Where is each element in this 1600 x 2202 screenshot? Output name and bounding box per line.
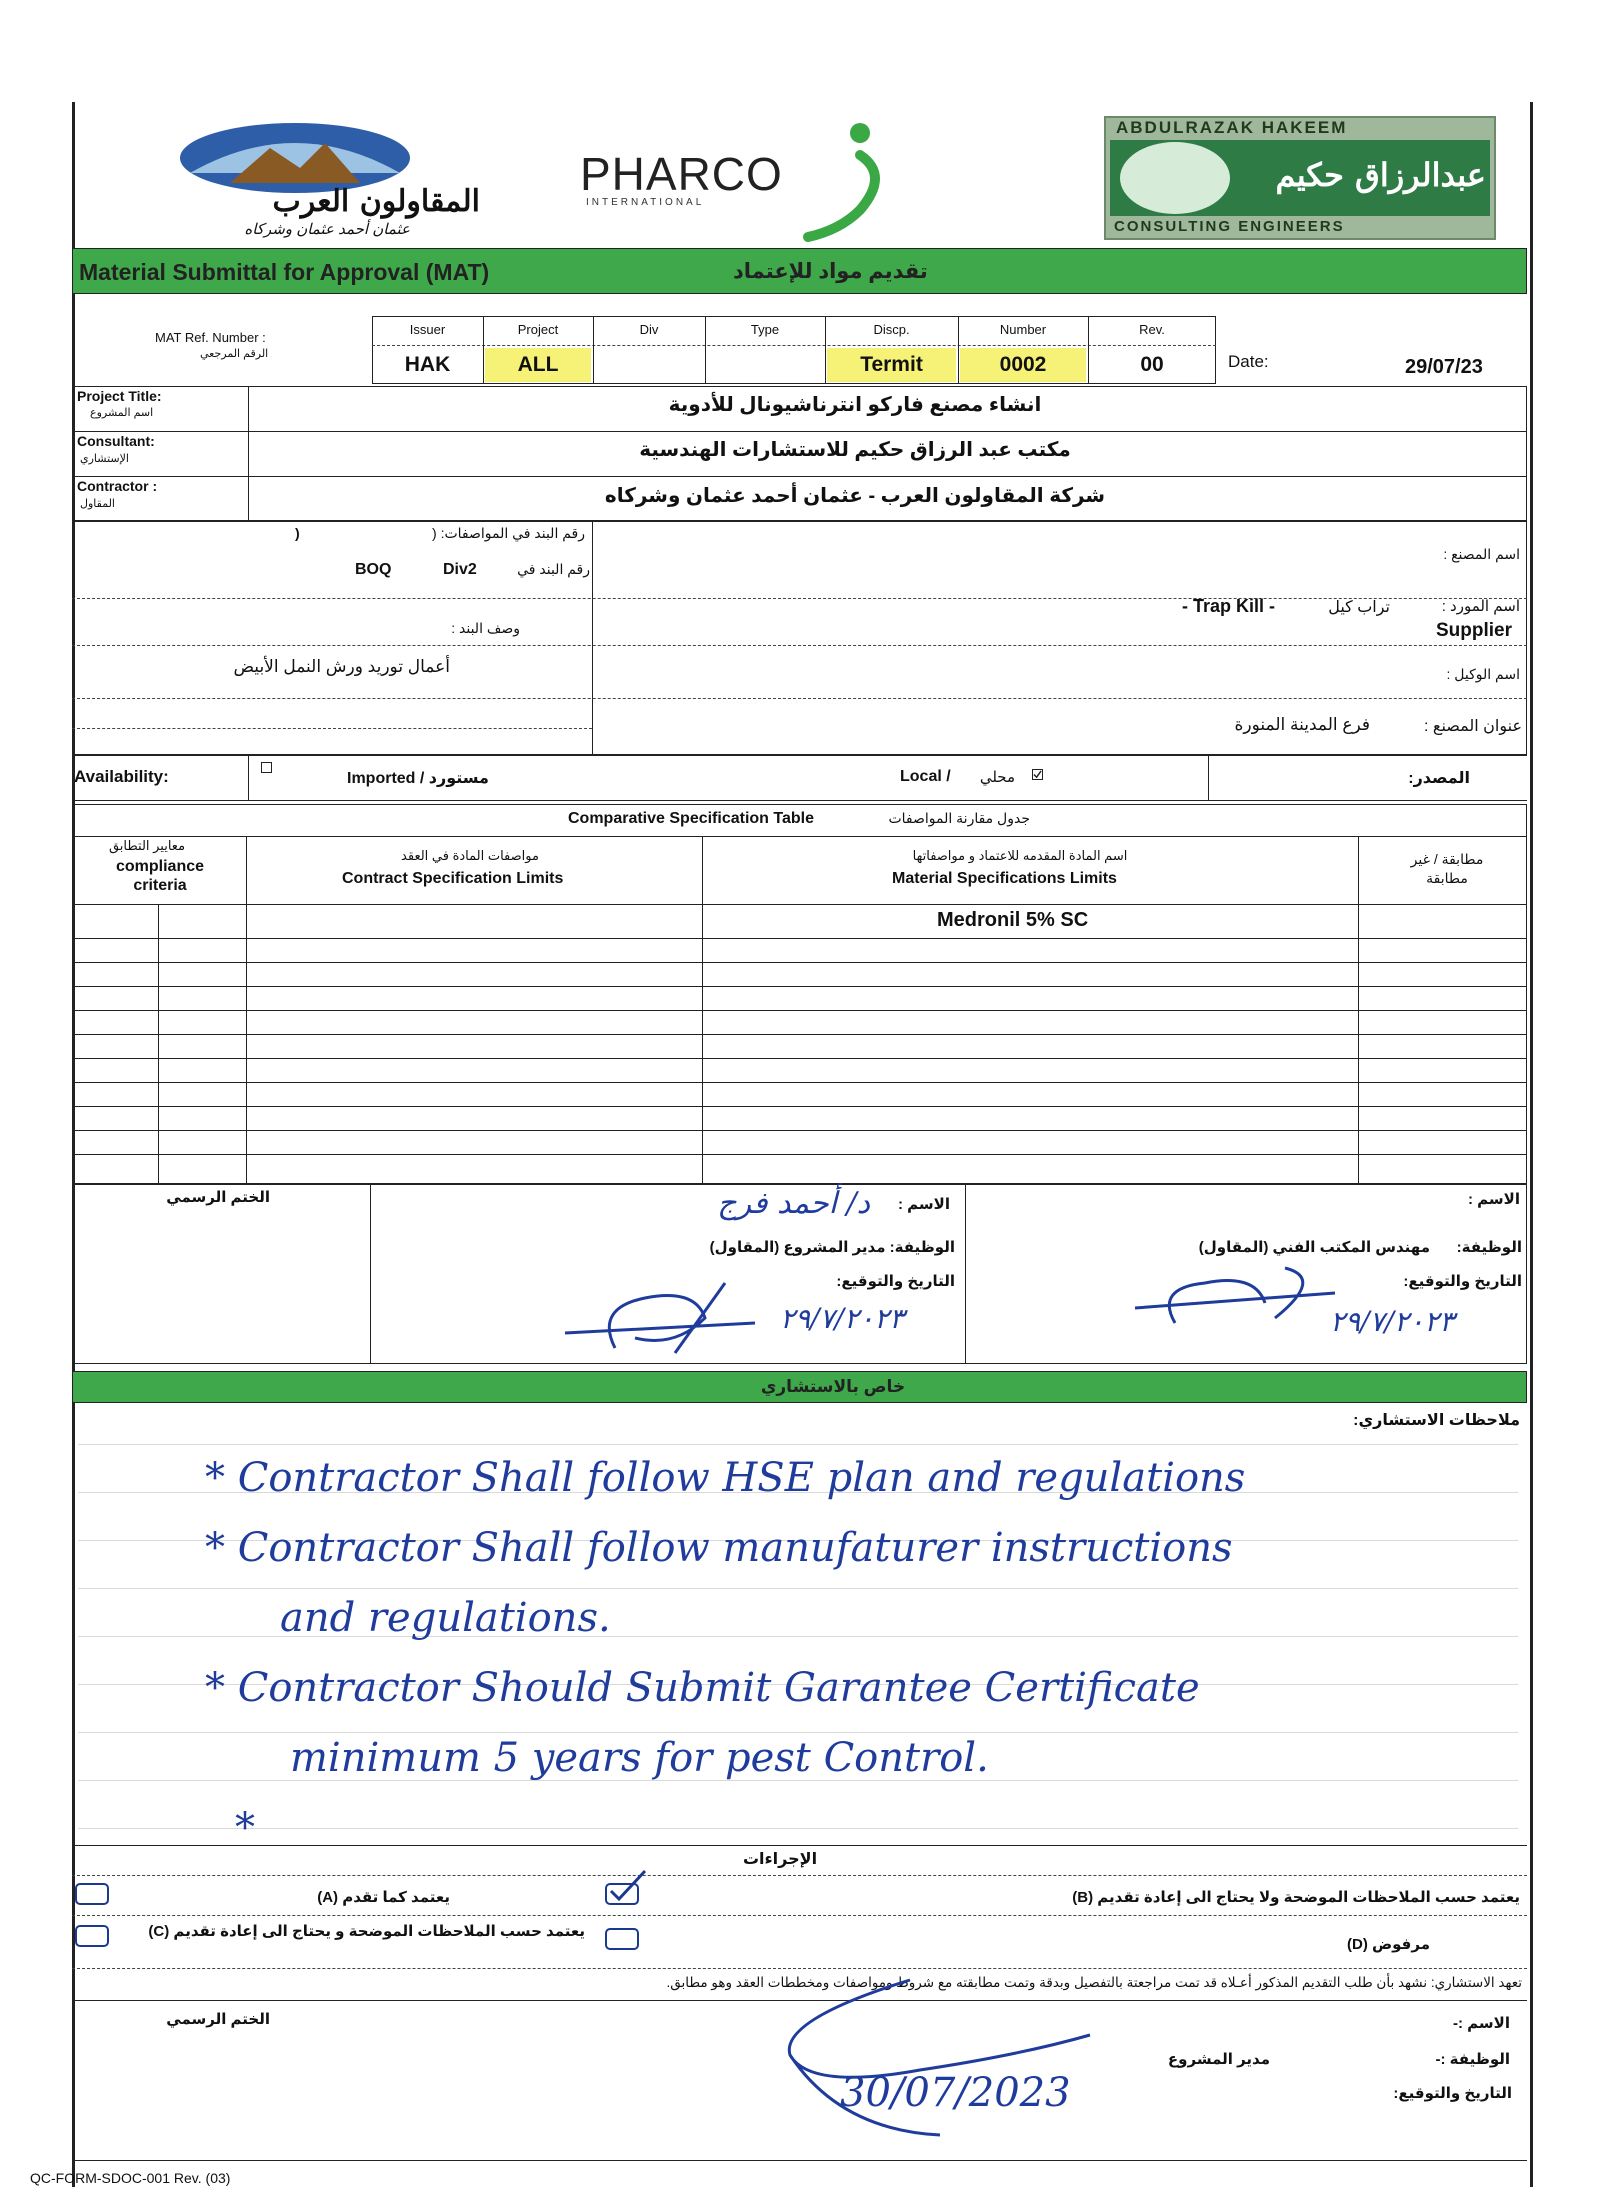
ref-header-type: Type bbox=[750, 322, 780, 337]
item-col-divider bbox=[592, 521, 593, 755]
item-row-4 bbox=[72, 728, 592, 729]
ref-value-number: 0002 bbox=[960, 348, 1086, 382]
action-d-checkbox[interactable] bbox=[605, 1928, 639, 1950]
footer-job-label: الوظيفة :- bbox=[1435, 2051, 1510, 2068]
action-d-label: مرفوض (D) bbox=[1346, 1936, 1430, 1953]
footer-job-value: مدير المشروع bbox=[1167, 2051, 1270, 2068]
col2-header-en: Contract Specification Limits bbox=[342, 870, 564, 887]
consultant-note: minimum 5 years for pest Control. bbox=[290, 1735, 989, 1781]
ref-label-ar: الرقم المرجعي bbox=[200, 348, 269, 360]
comparison-title-divider bbox=[72, 836, 1527, 837]
footer-name-label: الاسم :- bbox=[1453, 2015, 1510, 2032]
availability-divider-1 bbox=[248, 755, 249, 801]
address-value: فرع المدينة المنورة bbox=[1234, 715, 1370, 734]
engineer-signature-icon bbox=[1125, 1258, 1345, 1338]
imported-label: Imported / مستورد bbox=[347, 770, 489, 787]
contractor-logo-icon bbox=[100, 118, 490, 193]
local-label-en: Local / bbox=[900, 768, 951, 785]
notes-ruled-line bbox=[78, 1828, 1518, 1829]
consultant-note: * Contractor Should Submit Garantee Certificate bbox=[205, 1665, 1200, 1711]
info-row-divider-1 bbox=[72, 431, 1527, 432]
info-col-divider bbox=[248, 386, 249, 521]
signature-divider-1 bbox=[370, 1184, 371, 1364]
action-c-checkbox[interactable] bbox=[75, 1925, 109, 1947]
pharco-logo bbox=[580, 115, 900, 245]
supplier-en-label: Supplier bbox=[1436, 620, 1513, 641]
notes-ruled-line bbox=[78, 1444, 1518, 1445]
col2-header-ar: مواصفات المادة في العقد bbox=[401, 848, 539, 863]
col3-header-en: Material Specifications Limits bbox=[892, 870, 1117, 887]
notes-ruled-line bbox=[78, 1732, 1518, 1733]
comparison-row-line bbox=[72, 1034, 1527, 1035]
agent-label: اسم الوكيل : bbox=[1446, 666, 1520, 682]
action-b-checkbox[interactable] bbox=[605, 1883, 639, 1905]
date-sign-label: التاريخ والتوقيع: bbox=[836, 1273, 955, 1290]
material-name: Medronil 5% SC bbox=[937, 909, 1089, 931]
desc-label: وصف البند : bbox=[451, 620, 520, 636]
availability-row bbox=[72, 755, 1527, 801]
supplier-value-ar: تراب كيل bbox=[1328, 599, 1390, 616]
ref-label-en: MAT Ref. Number : bbox=[155, 330, 266, 345]
name-value: د/ أحمد فرج bbox=[717, 1186, 870, 1221]
actions-top-line bbox=[72, 1845, 1527, 1846]
title-en: Material Submittal for Approval (MAT) bbox=[79, 259, 490, 285]
consultant-logo-circle-icon bbox=[1120, 142, 1230, 214]
comparison-table bbox=[72, 804, 1527, 1184]
supplier-label: اسم المورد : bbox=[1441, 598, 1520, 615]
address-label: عنوان المصنع : bbox=[1424, 718, 1522, 735]
ref-value-project: ALL bbox=[485, 348, 591, 382]
ref-header-discp: Discp. bbox=[873, 322, 910, 337]
comparison-row-line bbox=[72, 962, 1527, 963]
factory-label: اسم المصنع : bbox=[1443, 546, 1520, 562]
action-c-label: يعتمد حسب الملاحظات الموضحة و يحتاج الى إعادة تقديم (C) bbox=[148, 1923, 585, 1940]
title-bar bbox=[72, 248, 1527, 294]
ref-divider bbox=[372, 345, 1216, 346]
actions-title-divider bbox=[72, 1875, 1527, 1876]
consultant-note: * Contractor Shall follow HSE plan and regulations bbox=[205, 1455, 1246, 1501]
imported-checkbox[interactable] bbox=[261, 762, 272, 773]
comparison-row-line bbox=[72, 1130, 1527, 1131]
consultant-note: and regulations. bbox=[280, 1595, 611, 1641]
boq-label: رقم البند في bbox=[517, 561, 590, 577]
spec-item-label: رقم البند في المواصفات: ( bbox=[432, 525, 585, 541]
item-row-2 bbox=[72, 645, 1527, 646]
footer-handwritten-date: 30/07/2023 bbox=[840, 2070, 1071, 2116]
right-date-label: التاريخ والتوقيع: bbox=[1403, 1273, 1522, 1290]
comparison-row-line bbox=[72, 986, 1527, 987]
local-checkbox[interactable] bbox=[1032, 769, 1043, 780]
ref-value-rev: 00 bbox=[1140, 353, 1164, 376]
consultant-value: مكتب عبد الرزاق حكيم للاستشارات الهندسية bbox=[639, 439, 1071, 461]
form-code: QC-FORM-SDOC-001 Rev. (03) bbox=[30, 2170, 231, 2186]
project-label-en: Project Title: bbox=[77, 388, 162, 404]
ref-header-rev: Rev. bbox=[1139, 322, 1165, 337]
consultant-note: * Contractor Shall follow manufaturer instructions bbox=[205, 1525, 1233, 1571]
col1-header-ar: معايير التطابق bbox=[108, 838, 186, 853]
consultant-bar-title: خاص بالاستشاري bbox=[760, 1377, 906, 1396]
ref-header-project: Project bbox=[517, 322, 559, 337]
comparison-row-line bbox=[72, 1058, 1527, 1059]
local-label-ar: محلي bbox=[979, 769, 1015, 786]
consultant-logo-text: عبدالرزاق حكيم bbox=[1275, 156, 1486, 194]
spec-item-close: ) bbox=[295, 525, 300, 541]
contractor-signature-icon bbox=[555, 1278, 775, 1358]
contractor-label-ar: المقاول bbox=[80, 498, 115, 510]
right-job-label: الوظيفة: bbox=[1456, 1239, 1522, 1256]
right-job-value: مهندس المكتب الفني (المقاول) bbox=[1198, 1239, 1430, 1256]
consultant-logo bbox=[1104, 116, 1496, 240]
consultant-statement: تعهد الاستشاري: نشهد بأن طلب التقديم المذكور أعـلاه قد تمت مراجعتة بالتفصيل وبدقة وتمت مطابقته مع شروط ومواصفات ومخططات العقد وهو مطابق. bbox=[666, 1975, 1522, 1990]
project-label-ar: اسم المشروع bbox=[90, 407, 154, 419]
action-b-label: يعتمد حسب الملاحظات الموضحة ولا يحتاج الى إعادة تقديم (B) bbox=[1072, 1889, 1520, 1906]
date-value: 29/07/23 bbox=[1405, 356, 1483, 378]
contractor-logo-text: المقاولون العرب bbox=[272, 184, 480, 219]
actions-title: الإجراءات bbox=[742, 1851, 818, 1868]
title-ar: تقديم مواد للإعتماد bbox=[733, 260, 928, 283]
comparison-title-ar: جدول مقارنة المواصفات bbox=[888, 810, 1030, 826]
desc-value: أعمال توريد ورش النمل الأبيض bbox=[233, 657, 450, 676]
notes-ruled-line bbox=[78, 1588, 1518, 1589]
right-name-label: الاسم : bbox=[1468, 1191, 1520, 1208]
ref-value-issuer: HAK bbox=[404, 353, 451, 376]
actions-row-divider bbox=[72, 1915, 1527, 1916]
ref-value-type bbox=[707, 348, 823, 382]
ref-header-number: Number bbox=[999, 322, 1047, 337]
item-row-1 bbox=[72, 598, 1527, 599]
consultant-label-en: Consultant: bbox=[77, 433, 155, 449]
comparison-row-line bbox=[72, 1010, 1527, 1011]
ref-header-div: Div bbox=[639, 322, 659, 337]
ref-value-discp: Termit bbox=[827, 348, 956, 382]
source-label: المصدر: bbox=[1408, 770, 1470, 787]
footer-stamp-label: الختم الرسمي bbox=[166, 2011, 270, 2028]
signature-divider-2 bbox=[965, 1184, 966, 1364]
consultant-signature-icon bbox=[760, 1960, 1180, 2150]
comparison-row-line bbox=[72, 1154, 1527, 1155]
ref-header-issuer: Issuer bbox=[409, 322, 446, 337]
col1-header-en: compliance criteria bbox=[115, 858, 205, 894]
availability-divider-2 bbox=[1208, 755, 1209, 801]
consultant-bar bbox=[72, 1371, 1527, 1403]
footer-bottom-line bbox=[72, 2160, 1527, 2161]
action-a-label: يعتمد كما تقدم (A) bbox=[317, 1889, 450, 1906]
supplier-value-en: - Trap Kill - bbox=[1182, 596, 1276, 616]
div-value: Div2 bbox=[443, 561, 477, 578]
comparison-row-line bbox=[72, 938, 1527, 939]
name-label: الاسم : bbox=[898, 1196, 950, 1213]
availability-label: Availability: bbox=[74, 767, 169, 786]
comparison-header-divider bbox=[72, 904, 1527, 905]
action-a-checkbox[interactable] bbox=[75, 1883, 109, 1905]
col3-header-ar: اسم المادة المقدمه للاعتماد و مواصفاتها bbox=[912, 848, 1128, 863]
job-label: الوظيفة: مدير المشروع (المقاول) bbox=[709, 1239, 955, 1256]
col4-header-ar: مطابقة / غير مطابقة bbox=[1410, 851, 1484, 886]
check-icon bbox=[1033, 770, 1042, 779]
comparison-row-line bbox=[72, 1106, 1527, 1107]
ref-value-div bbox=[595, 348, 703, 382]
contractor-label-en: Contractor : bbox=[77, 478, 158, 494]
footer-date-label: التاريخ والتوقيع: bbox=[1393, 2085, 1512, 2102]
pharco-subtitle: INTERNATIONAL bbox=[586, 197, 705, 208]
boq-value: BOQ bbox=[355, 561, 392, 578]
contractor-logo-subtext: عثمان أحمد عثمان وشركاه bbox=[244, 221, 410, 238]
project-value: انشاء مصنع فاركو انترناشيونال للأدوية bbox=[668, 394, 1042, 416]
date-label: Date: bbox=[1228, 352, 1269, 371]
right-date-value: ٢٩/٧/٢٠٢٣ bbox=[1330, 1305, 1455, 1338]
date-sign-value: ٢٩/٧/٢٠٢٣ bbox=[780, 1302, 905, 1335]
item-row-3 bbox=[72, 698, 1527, 699]
comparison-col-0 bbox=[158, 904, 159, 1184]
comparison-row-line bbox=[72, 1082, 1527, 1083]
notes-label: ملاحظات الاستشاري: bbox=[1353, 1412, 1520, 1429]
check-icon bbox=[605, 1873, 649, 1903]
contractor-logo bbox=[100, 118, 490, 238]
contractor-value: شركة المقاولون العرب - عثمان أحمد عثمان وشركاه bbox=[604, 485, 1106, 507]
consultant-logo-top: ABDULRAZAK HAKEEM bbox=[1116, 118, 1348, 137]
consultant-note: * bbox=[235, 1805, 255, 1851]
stamp-label: الختم الرسمي bbox=[166, 1189, 270, 1206]
pharco-swoosh-icon bbox=[790, 115, 900, 245]
consultant-logo-bottom: CONSULTING ENGINEERS bbox=[1114, 218, 1345, 235]
pharco-name: PHARCO bbox=[580, 148, 783, 200]
consultant-label-ar: الإستشاري bbox=[80, 453, 129, 465]
comparison-title-en: Comparative Specification Table bbox=[568, 810, 814, 827]
info-row-divider-2 bbox=[72, 476, 1527, 477]
